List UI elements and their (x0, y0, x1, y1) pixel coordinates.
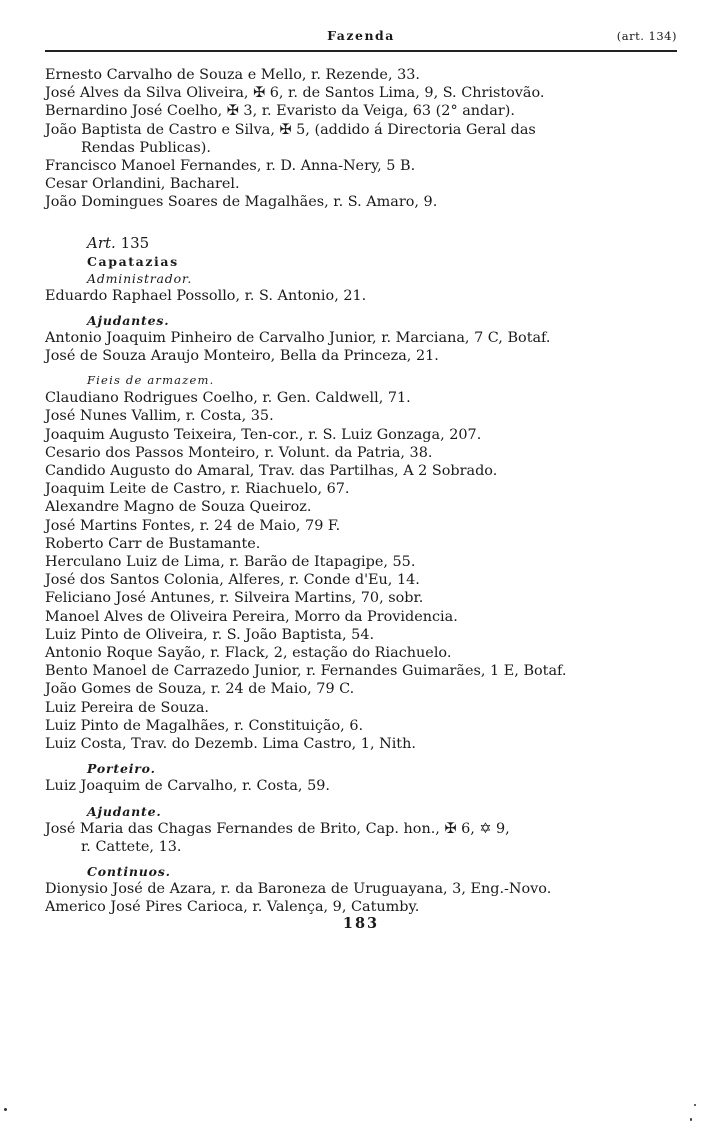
directory-entry: Herculano Luiz de Lima, r. Barão de Itapagipe, 55. (45, 554, 416, 571)
directory-entry: José Maria das Chagas Fernandes de Brito, Cap. hon., ✠ 6, ✡ 9, (45, 820, 510, 837)
subheading-ajudantes: Ajudantes. (87, 312, 170, 328)
print-speck (694, 1104, 696, 1106)
article-number: 135 (120, 233, 150, 252)
directory-entry: Manoel Alves de Oliveira Pereira, Morro da Providencia. (45, 608, 458, 625)
running-header (45, 28, 677, 50)
directory-entry: Francisco Manoel Fernandes, r. D. Anna-Nery, 5 B. (45, 158, 416, 175)
directory-entry: José dos Santos Colonia, Alferes, r. Conde d'Eu, 14. (45, 572, 420, 589)
directory-entry: Luiz Pereira de Souza. (45, 699, 209, 716)
directory-entry: José Martins Fontes, r. 24 de Maio, 79 F. (45, 517, 341, 534)
entries-block-art134 (45, 66, 677, 212)
directory-entry: Roberto Carr de Bustamante. (45, 535, 261, 552)
page-number: 183 (342, 915, 380, 933)
entries-continuos (45, 880, 677, 916)
directory-entry: Dionysio José de Azara, r. da Baroneza de Uruguayana, 3, Eng.-Novo. (45, 880, 552, 897)
article-heading (45, 234, 677, 253)
directory-entry: Antonio Roque Sayão, r. Flack, 2, estação do Riachuelo. (45, 645, 452, 662)
article-label: Art. (87, 233, 116, 252)
entries-fieis (45, 389, 677, 753)
directory-page (45, 28, 677, 932)
subheading-ajudante: Ajudante. (87, 803, 162, 819)
directory-entry: José de Souza Araujo Monteiro, Bella da Princeza, 21. (45, 348, 439, 365)
print-speck (690, 1118, 692, 1121)
header-article-ref: (art. 134) (616, 29, 677, 43)
directory-entry: Eduardo Raphael Possollo, r. S. Antonio, 21. (45, 287, 367, 304)
directory-entry: Cesario dos Passos Monteiro, r. Volunt. da Patria, 38. (45, 444, 433, 461)
subheading-continuos: Continuos. (87, 863, 171, 879)
subheading-fieis: Fieis de armazem. (87, 373, 215, 388)
subheading-porteiro: Porteiro. (87, 761, 156, 777)
directory-entry: Cesar Orlandini, Bacharel. (45, 176, 240, 193)
directory-entry: João Domingues Soares de Magalhães, r. S. Amaro, 9. (45, 194, 438, 211)
entry-continuation: r. Cattete, 13. (81, 838, 182, 855)
directory-entry: Feliciano José Antunes, r. Silveira Martins, 70, sobr. (45, 590, 424, 607)
header-rule (45, 50, 677, 52)
header-section-title: Fazenda (327, 28, 395, 43)
directory-entry: Ernesto Carvalho de Souza e Mello, r. Rezende, 33. (45, 67, 420, 83)
section-title-capatazias: Capatazias (87, 253, 179, 269)
directory-entry: Luiz Costa, Trav. do Dezemb. Lima Castro, 1, Nith. (45, 736, 416, 753)
directory-entry: Bento Manoel de Carrazedo Junior, r. Fernandes Guimarães, 1 E, Botaf. (45, 663, 567, 680)
directory-entry: Bernardino José Coelho, ✠ 3, r. Evaristo da Veiga, 63 (2° andar). (45, 103, 515, 120)
directory-entry: Candido Augusto do Amaral, Trav. das Partilhas, A 2 Sobrado. (45, 463, 498, 480)
directory-entry: João Baptista de Castro e Silva, ✠ 5, (addido á Directoria Geral das (45, 121, 536, 138)
directory-entry: José Nunes Vallim, r. Costa, 35. (45, 408, 274, 425)
directory-entry: João Gomes de Souza, r. 24 de Maio, 79 C. (45, 681, 355, 698)
entry-continuation: Rendas Publicas). (81, 139, 211, 156)
entries-ajudantes (45, 329, 677, 365)
directory-entry: Alexandre Magno de Souza Queiroz. (45, 499, 312, 516)
entries-ajudante (45, 820, 677, 856)
subheading-administrador: Administrador. (87, 270, 193, 286)
entries-administrador (45, 287, 677, 305)
directory-entry: Luiz Pinto de Oliveira, r. S. João Baptista, 54. (45, 626, 375, 643)
directory-entry: Joaquim Augusto Teixeira, Ten-cor., r. S. Luiz Gonzaga, 207. (45, 426, 482, 443)
directory-entry: José Alves da Silva Oliveira, ✠ 6, r. de Santos Lima, 9, S. Christovão. (45, 85, 545, 102)
directory-entry: Claudiano Rodrigues Coelho, r. Gen. Caldwell, 71. (45, 390, 411, 407)
directory-entry: Luiz Pinto de Magalhães, r. Constituição, 6. (45, 717, 364, 734)
directory-entry: Americo José Pires Carioca, r. Valença, 9, Catumby. (45, 899, 420, 916)
directory-entry: Joaquim Leite de Castro, r. Riachuelo, 67. (45, 481, 350, 498)
entries-porteiro (45, 777, 677, 795)
directory-entry: Antonio Joaquim Pinheiro de Carvalho Junior, r. Marciana, 7 C, Botaf. (45, 329, 551, 346)
directory-entry: Luiz Joaquim de Carvalho, r. Costa, 59. (45, 778, 330, 795)
print-speck (4, 1108, 7, 1111)
